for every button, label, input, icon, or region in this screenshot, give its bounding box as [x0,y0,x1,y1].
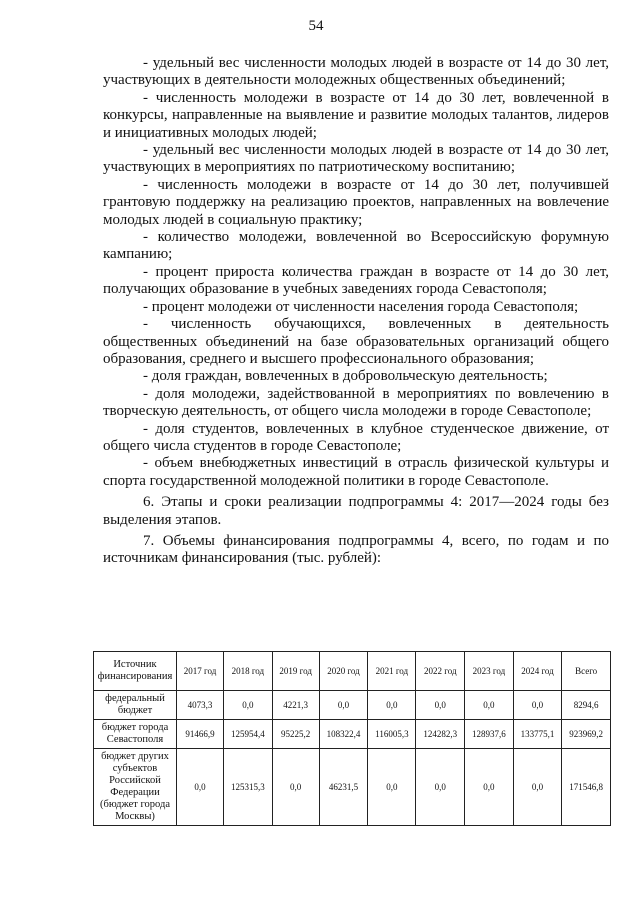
indicator-paragraph: - удельный вес численности молодых людей в возрасте от 14 до 30 лет, участвующих в мероприятиях по патриотическому воспитанию; [103,142,609,176]
table-header-row [94,652,611,691]
total-cell: 171546,8 [562,749,611,826]
section-6-stages: 6. Этапы и сроки реализации подпрограммы 4: 2017—2024 годы без выделения этапов. [103,494,609,528]
source-cell: бюджет других субъектов Российской Федерации (бюджет города Москвы) [94,749,177,826]
indicator-paragraph: - доля граждан, вовлеченных в добровольческую деятельность; [143,368,548,385]
table-row [94,749,611,826]
value-cell: 0,0 [465,749,514,826]
total-cell: 923969,2 [562,720,611,749]
financing-table [93,651,611,826]
value-cell: 0,0 [368,749,416,826]
value-cell: 116005,3 [368,720,416,749]
value-cell: 108322,4 [319,720,368,749]
value-cell: 91466,9 [177,720,224,749]
value-cell: 4221,3 [272,691,319,720]
column-header: 2023 год [465,652,514,691]
value-cell: 95225,2 [272,720,319,749]
indicator-paragraph: - доля студентов, вовлеченных в клубное студенческое движение, от общего числа студентов в городе Севастополе; [103,420,609,454]
value-cell: 128937,6 [465,720,514,749]
indicator-paragraph: - процент молодежи от численности населения города Севастополя; [143,298,579,315]
column-header: 2019 год [272,652,319,691]
value-cell: 4073,3 [177,691,224,720]
indicator-paragraph: - численность молодежи в возрасте от 14 до 30 лет, получившей грантовую поддержку на реализацию проектов, направленных на вовлечение молодых людей в социальную практику; [103,176,609,228]
document-body [103,55,609,568]
value-cell: 124282,3 [416,720,465,749]
column-header: 2018 год [224,652,273,691]
indicator-paragraph: - численность молодежи в возрасте от 14 до 30 лет, вовлеченной в конкурсы, направленные на выявление и развитие молодых талантов, лидеров и инициативных молодых людей; [103,89,609,141]
column-header: 2021 год [368,652,416,691]
value-cell: 0,0 [368,691,416,720]
value-cell: 0,0 [224,691,273,720]
column-header: 2017 год [177,652,224,691]
indicator-paragraph: - удельный вес численности молодых людей в возрасте от 14 до 30 лет, участвующих в деятельности молодежных общественных объединений; [103,55,609,89]
indicator-paragraph: - численность обучающихся, вовлеченных в деятельность общественных объединений на базе образовательных организаций общего образования, среднего и высшего профессионального образования; [103,316,609,367]
indicator-paragraph: - процент прироста количества граждан в возрасте от 14 до 30 лет, получающих образование в учебных заведениях города Севастополя; [103,263,609,298]
value-cell: 0,0 [465,691,514,720]
value-cell: 125954,4 [224,720,273,749]
value-cell: 0,0 [319,691,368,720]
value-cell: 46231,5 [319,749,368,826]
indicator-paragraph: - объем внебюджетных инвестиций в отрасль физической культуры и спорта государственной молодежной политики в городе Севастополе. [103,455,609,489]
indicator-paragraph: - доля молодежи, задействованной в мероприятиях по вовлечению в творческую деятельность, от общего числа молодежи в городе Севастополе; [103,385,609,420]
value-cell: 0,0 [513,749,562,826]
total-cell: 8294,6 [562,691,611,720]
column-header: 2022 год [416,652,465,691]
source-cell: бюджет города Севастополя [94,720,177,749]
value-cell: 0,0 [416,749,465,826]
column-header: 2020 год [319,652,368,691]
column-header: Всего [562,652,611,691]
page-number: 54 [308,18,324,34]
value-cell: 0,0 [272,749,319,826]
section-7-financing: 7. Объемы финансирования подпрограммы 4, всего, по годам и по источникам финансирования (тыс. рублей): [103,532,609,567]
table-row [94,691,611,720]
column-header: Источник финансирования [94,652,177,691]
value-cell: 0,0 [416,691,465,720]
value-cell: 0,0 [513,691,562,720]
value-cell: 0,0 [177,749,224,826]
column-header: 2024 год [513,652,562,691]
value-cell: 125315,3 [224,749,273,826]
indicator-paragraph: - количество молодежи, вовлеченной во Всероссийскую форумную кампанию; [103,229,609,263]
source-cell: федеральный бюджет [94,691,177,720]
value-cell: 133775,1 [513,720,562,749]
table-row [94,720,611,749]
